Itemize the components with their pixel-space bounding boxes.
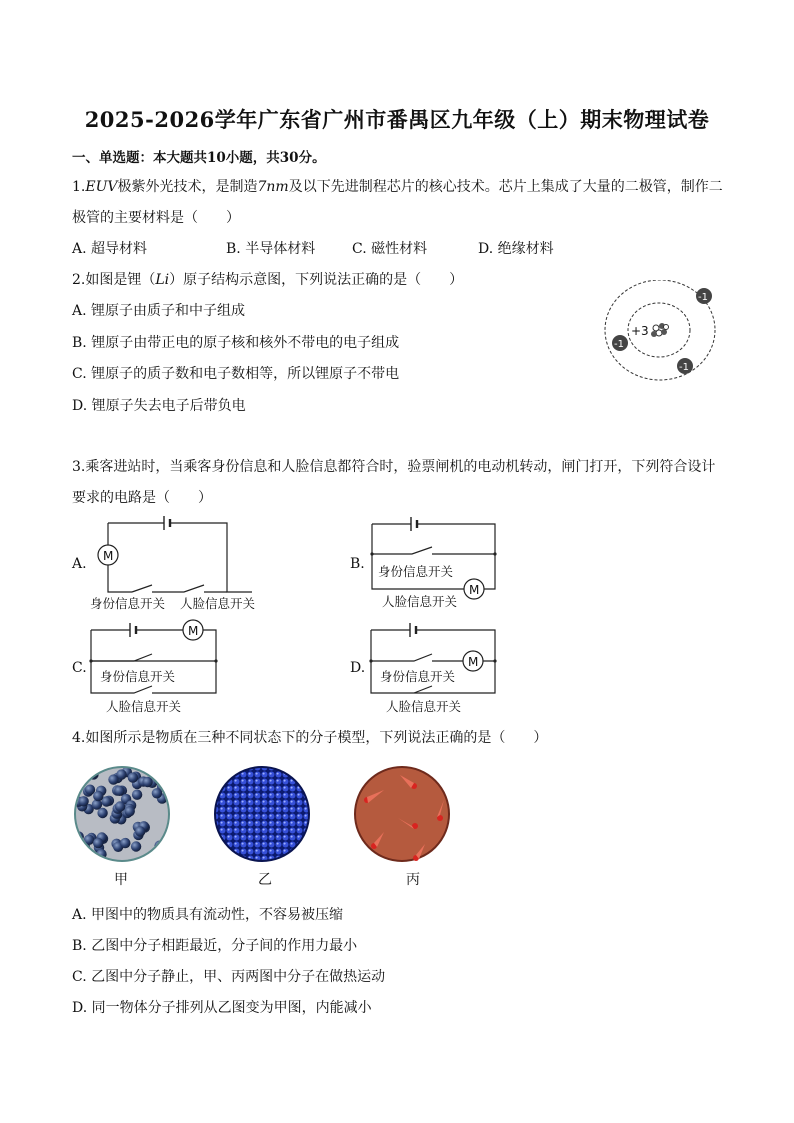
q3-stem-line1: 3.乘客进站时，当乘客身份信息和人脸信息都符合时，验票闸机的电动机转动，闸门打开，下列符合设计: [72, 459, 716, 475]
motor-icon: [183, 620, 203, 640]
section-heading: 一、单选题：本大题共10小题，共30分。: [72, 150, 326, 166]
electron: [612, 335, 628, 351]
svg-text:M: M: [468, 655, 479, 669]
circuit-d-diagram[interactable]: [366, 615, 506, 717]
id-switch-label: 身份信息开关: [100, 669, 176, 684]
q1-euv-term: EUV: [85, 179, 118, 195]
liquid-model-image: [73, 765, 169, 863]
q1-option-a[interactable]: A. 超导材料: [72, 241, 148, 257]
id-switch-label: 身份信息开关: [380, 669, 456, 684]
q4-option-c[interactable]: C. 乙图中分子静止，甲、丙两图中分子在做热运动: [72, 969, 386, 985]
id-switch-label: 身份信息开关: [378, 564, 454, 579]
q1-stem-line2: 极管的主要材料是（ ）: [72, 210, 240, 226]
svg-text:-1: -1: [614, 339, 624, 350]
q2-stem: 2.如图是锂（Li）原子结构示意图，下列说法正确的是（ ）: [72, 272, 464, 288]
q3-option-b-letter[interactable]: B.: [350, 556, 365, 572]
q1-nm-term: 7nm: [257, 179, 289, 195]
q1-option-c[interactable]: C. 磁性材料: [352, 241, 428, 257]
q3-option-d-letter[interactable]: D.: [350, 660, 366, 676]
q1-option-d[interactable]: D. 绝缘材料: [478, 241, 554, 257]
page-title: 2025-2026学年广东省广州市番禺区九年级（上）期末物理试卷: [84, 107, 710, 132]
nucleus: [651, 323, 669, 337]
motor-icon: [464, 579, 484, 599]
motor-icon: [98, 545, 118, 565]
q2-option-a[interactable]: A. 锂原子由质子和中子组成: [72, 303, 246, 319]
q1-stem-line1: 1.EUV极紫外光技术，是制造7nm及以下先进制程芯片的核心技术。芯片上集成了大量的二极管，制作二: [72, 179, 723, 195]
lithium-atom-diagram: [596, 280, 722, 392]
molecule-models-figure: [72, 764, 464, 888]
q3-stem-line2: 要求的电路是（ ）: [72, 490, 212, 506]
electron: [677, 358, 693, 374]
figure-label-jia: 甲: [114, 872, 128, 888]
q3-option-a-letter[interactable]: A.: [72, 556, 87, 572]
svg-text:-1: -1: [679, 362, 689, 373]
svg-text:-1: -1: [698, 292, 708, 303]
id-switch-label: 身份信息开关: [90, 596, 166, 611]
figure-label-yi: 乙: [258, 872, 272, 888]
circuit-b-diagram[interactable]: [368, 512, 508, 612]
figure-label-bing: 丙: [406, 872, 420, 888]
gas-model-image: [355, 767, 449, 861]
face-switch-label: 人脸信息开关: [386, 699, 462, 714]
q1-option-b[interactable]: B. 半导体材料: [226, 241, 316, 257]
nucleus-charge-label: +3: [631, 324, 649, 338]
q2-option-d[interactable]: D. 锂原子失去电子后带负电: [72, 398, 246, 414]
motor-icon: [463, 651, 483, 671]
q3-option-c-letter[interactable]: C.: [72, 660, 87, 676]
q2-option-b[interactable]: B. 锂原子由带正电的原子核和核外不带电的电子组成: [72, 335, 400, 351]
solid-model-image: [215, 767, 309, 861]
face-switch-label: 人脸信息开关: [106, 699, 182, 714]
svg-text:M: M: [188, 624, 199, 638]
svg-text:M: M: [469, 583, 480, 597]
face-switch-label: 人脸信息开关: [382, 594, 458, 609]
face-switch-label: 人脸信息开关: [180, 596, 256, 611]
circuit-a-diagram[interactable]: [90, 512, 280, 616]
q4-option-b[interactable]: B. 乙图中分子相距最近，分子间的作用力最小: [72, 938, 358, 954]
q4-option-d[interactable]: D. 同一物体分子排列从乙图变为甲图，内能减小: [72, 1000, 372, 1016]
q4-stem: 4.如图所示是物质在三种不同状态下的分子模型，下列说法正确的是（ ）: [72, 730, 548, 746]
circuit-c-diagram[interactable]: [86, 615, 226, 717]
svg-text:M: M: [103, 549, 114, 563]
electron: [696, 288, 712, 304]
q2-option-c[interactable]: C. 锂原子的质子数和电子数相等，所以锂原子不带电: [72, 366, 400, 382]
q4-option-a[interactable]: A. 甲图中的物质具有流动性，不容易被压缩: [72, 907, 344, 923]
